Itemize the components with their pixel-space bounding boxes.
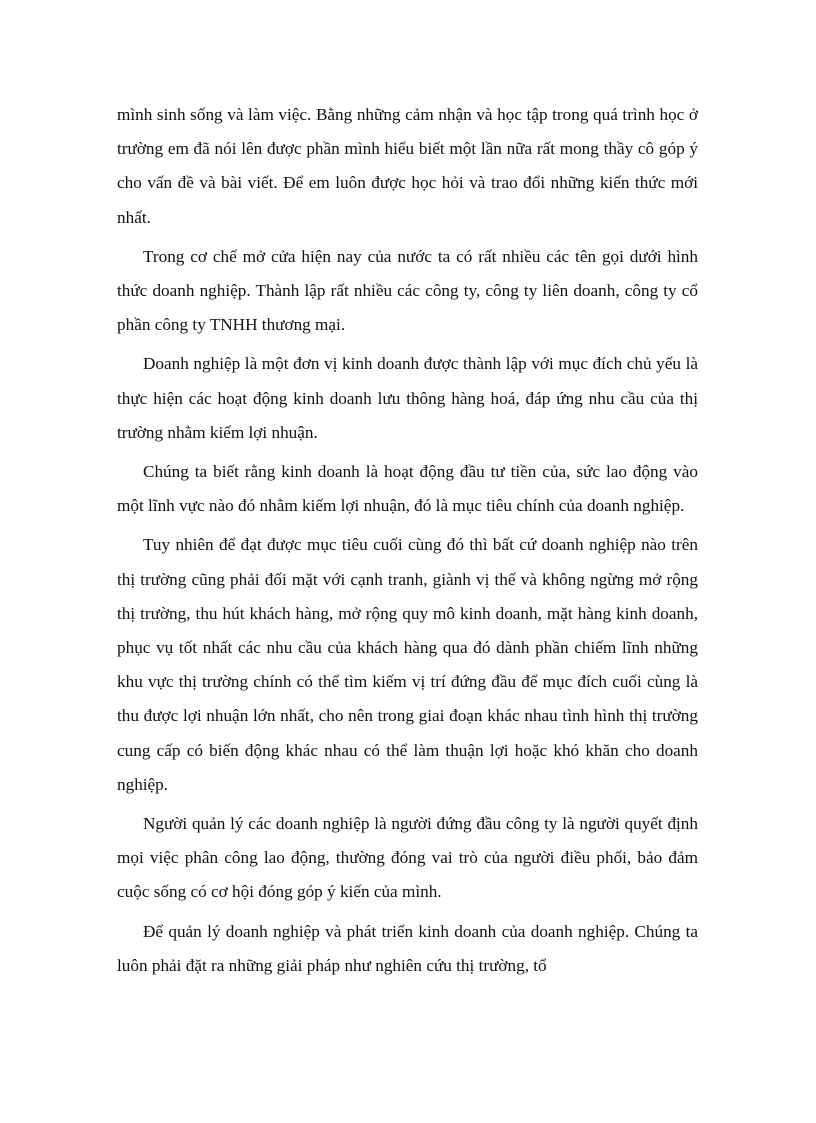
paragraph-enterprise-definition: Doanh nghiệp là một đơn vị kinh doanh được thành lập với mục đích chủ yếu là thực hiện các hoạt động kinh doanh lưu thông hàng hoá, đáp ứng nhu cầu của thị trường nhằm kiếm lợi nhuận. [117, 354, 698, 442]
paragraph-business-investment: Chúng ta biết rằng kinh doanh là hoạt động đầu tư tiền của, sức lao động vào một lĩnh vực nào đó nhằm kiếm lợi nhuận, đó là mục tiêu chính của doanh nghiệp. [117, 462, 698, 516]
body-text [117, 98, 698, 988]
paragraph-competition: Tuy nhiên để đạt được mục tiêu cuối cùng đó thì bất cứ doanh nghiệp nào trên thị trường cũng phải đối mặt với cạnh tranh, giành vị thế và không ngừng mở rộng thị trường, thu hút khách hàng, mở rộng quy mô kinh doanh, mặt hàng kinh doanh, phục vụ tốt nhất các nhu cầu của khách hàng qua đó dành phần chiếm lĩnh những khu vực thị trường chính có thể tìm kiếm vị trí đứng đầu để mục đích cuối cùng là thu được lợi nhuận lớn nhất, cho nên trong giai đoạn khác nhau tình hình thị trường cung cấp có biến động khác nhau có thể làm thuận lợi hoặc khó khăn cho doanh nghiệp. [117, 535, 698, 794]
paragraph-open-door-policy: Trong cơ chế mở cửa hiện nay của nước ta có rất nhiều các tên gọi dưới hình thức doanh nghiệp. Thành lập rất nhiều các công ty, công ty liên doanh, công ty cổ phần công ty TNHH thương mại. [117, 246, 698, 335]
paragraph-manager-role: Người quản lý các doanh nghiệp là người đứng đầu công ty là người quyết định mọi việc phân công lao động, thường đóng vai trò của người điều phối, bảo đảm cuộc sống có cơ hội đóng góp ý kiến của mình. [117, 814, 698, 902]
paragraph-management-solutions: Để quản lý doanh nghiệp và phát triển kinh doanh của doanh nghiệp. Chúng ta luôn phải đặt ra những giải pháp như nghiên cứu thị trường, tổ [117, 921, 698, 975]
paragraph-continuation: mình sinh sống và làm việc. Bằng những cảm nhận và học tập trong quá trình học ở trường em đã nói lên được phần mình hiểu biết một lần nữa rất mong thầy cô góp ý cho vấn đề và bài viết. Để em luôn được học hỏi và trao đổi những kiến thức mới nhất. [117, 105, 698, 227]
